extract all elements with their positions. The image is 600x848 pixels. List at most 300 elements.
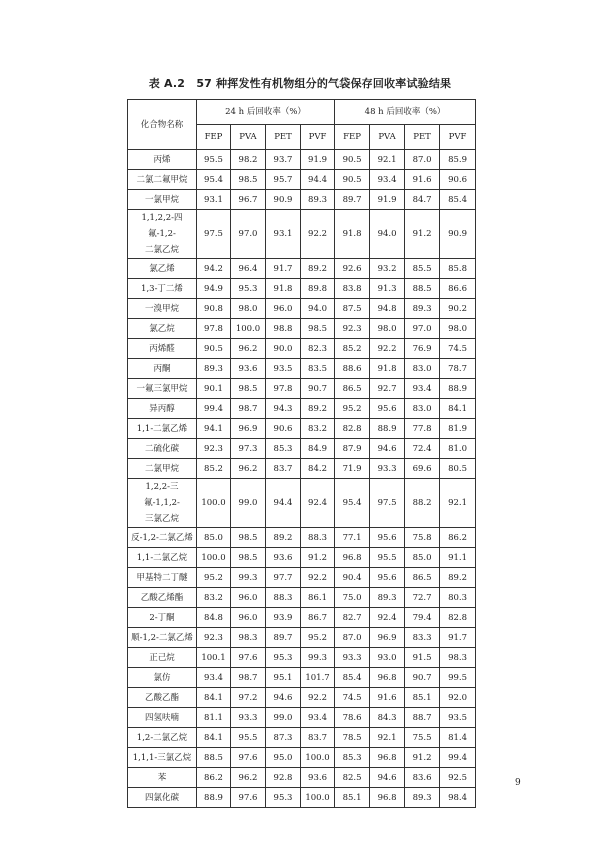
recovery-value: 95.3 <box>266 788 301 808</box>
recovery-value: 95.0 <box>266 748 301 768</box>
table-row <box>128 628 476 648</box>
compound-name <box>128 150 197 170</box>
recovery-value: 88.9 <box>370 419 405 439</box>
recovery-value: 99.3 <box>301 648 335 668</box>
recovery-value: 75.8 <box>405 528 440 548</box>
recovery-value: 98.0 <box>231 299 266 319</box>
recovery-value: 93.6 <box>301 768 335 788</box>
recovery-value: 96.2 <box>231 459 266 479</box>
recovery-value: 95.6 <box>370 399 405 419</box>
recovery-value: 93.1 <box>197 190 231 210</box>
recovery-value: 81.0 <box>440 439 476 459</box>
recovery-value: 94.4 <box>301 170 335 190</box>
recovery-value: 93.4 <box>405 379 440 399</box>
table-row <box>128 359 476 379</box>
recovery-value: 94.2 <box>197 259 231 279</box>
recovery-value: 100.1 <box>197 648 231 668</box>
recovery-value: 98.8 <box>266 319 301 339</box>
recovery-value: 98.5 <box>231 528 266 548</box>
compound-name-line: 一氯甲烷 <box>144 194 179 205</box>
recovery-value: 90.7 <box>301 379 335 399</box>
recovery-value: 86.6 <box>440 279 476 299</box>
recovery-value: 90.4 <box>335 568 370 588</box>
compound-name <box>128 359 197 379</box>
recovery-value: 88.9 <box>440 379 476 399</box>
recovery-value: 84.9 <box>301 439 335 459</box>
recovery-value: 91.8 <box>370 359 405 379</box>
recovery-value: 89.2 <box>301 259 335 279</box>
compound-name <box>128 439 197 459</box>
recovery-value: 99.5 <box>440 668 476 688</box>
compound-name <box>128 548 197 568</box>
table-row <box>128 339 476 359</box>
recovery-value: 92.8 <box>266 768 301 788</box>
compound-name-line: 二氯二氟甲烷 <box>136 174 188 185</box>
table-row <box>128 668 476 688</box>
compound-name-line: 丙烯 <box>153 154 171 165</box>
table-row <box>128 299 476 319</box>
recovery-value: 77.1 <box>335 528 370 548</box>
recovery-value: 93.1 <box>266 210 301 259</box>
recovery-value: 96.0 <box>266 299 301 319</box>
compound-name-line: 丙酮 <box>153 363 171 374</box>
compound-name-line: 1,3-丁二烯 <box>141 283 183 294</box>
compound-name <box>128 210 197 259</box>
table-row <box>128 170 476 190</box>
recovery-value: 93.4 <box>301 708 335 728</box>
recovery-value: 92.0 <box>440 688 476 708</box>
recovery-value: 88.2 <box>405 479 440 528</box>
recovery-value: 93.6 <box>266 548 301 568</box>
recovery-value: 86.5 <box>335 379 370 399</box>
table-row <box>128 419 476 439</box>
recovery-value: 92.2 <box>301 688 335 708</box>
recovery-value: 94.3 <box>266 399 301 419</box>
compound-name-line: 甲基特二丁醚 <box>136 572 188 583</box>
compound-name-line: 反-1,2-二氯乙烯 <box>131 532 193 543</box>
recovery-value: 87.9 <box>335 439 370 459</box>
recovery-value: 88.7 <box>405 708 440 728</box>
recovery-value: 88.5 <box>405 279 440 299</box>
recovery-value: 92.7 <box>370 379 405 399</box>
compound-name-line: 二硫化碳 <box>144 443 179 454</box>
recovery-value: 82.7 <box>335 608 370 628</box>
recovery-value: 93.4 <box>370 170 405 190</box>
recovery-value: 89.3 <box>405 788 440 808</box>
recovery-value: 100.0 <box>197 548 231 568</box>
recovery-value: 92.3 <box>197 628 231 648</box>
recovery-value: 90.9 <box>440 210 476 259</box>
recovery-value: 100.0 <box>301 788 335 808</box>
recovery-value: 93.0 <box>370 648 405 668</box>
compound-name-line: 1,1-二氯乙烯 <box>136 423 188 434</box>
table-row <box>128 479 476 528</box>
table-row <box>128 748 476 768</box>
recovery-value: 98.5 <box>231 379 266 399</box>
header-material: PVA <box>370 125 405 150</box>
recovery-value: 94.0 <box>301 299 335 319</box>
recovery-value: 85.3 <box>266 439 301 459</box>
compound-name <box>128 339 197 359</box>
recovery-value: 96.2 <box>231 768 266 788</box>
recovery-value: 87.0 <box>335 628 370 648</box>
recovery-value: 87.3 <box>266 728 301 748</box>
recovery-value: 100.0 <box>197 479 231 528</box>
recovery-value: 94.0 <box>370 210 405 259</box>
recovery-value: 94.8 <box>370 299 405 319</box>
recovery-value: 92.1 <box>440 479 476 528</box>
recovery-value: 80.5 <box>440 459 476 479</box>
compound-name-line: 四氯化碳 <box>144 792 179 803</box>
recovery-value: 100.0 <box>301 748 335 768</box>
header-48h: 48 h 后回收率（%） <box>335 100 476 125</box>
recovery-value: 84.1 <box>197 688 231 708</box>
compound-name <box>128 299 197 319</box>
recovery-value: 83.5 <box>301 359 335 379</box>
recovery-value: 90.5 <box>335 170 370 190</box>
recovery-value: 83.7 <box>266 459 301 479</box>
recovery-value: 84.7 <box>405 190 440 210</box>
recovery-value: 97.5 <box>197 210 231 259</box>
recovery-value: 89.3 <box>197 359 231 379</box>
table-row <box>128 379 476 399</box>
compound-name-line: 氯乙烷 <box>149 323 175 334</box>
recovery-value: 91.3 <box>370 279 405 299</box>
recovery-value: 83.2 <box>301 419 335 439</box>
recovery-value: 78.6 <box>335 708 370 728</box>
table-row <box>128 588 476 608</box>
recovery-value: 95.2 <box>197 568 231 588</box>
recovery-value: 88.5 <box>197 748 231 768</box>
recovery-value: 93.3 <box>231 708 266 728</box>
recovery-value: 85.1 <box>335 788 370 808</box>
header-material: PVA <box>231 125 266 150</box>
compound-name-line: 丙烯醛 <box>149 343 175 354</box>
recovery-value: 92.4 <box>301 479 335 528</box>
compound-name-line: 二氯乙烷 <box>144 245 179 255</box>
recovery-value: 100.0 <box>231 319 266 339</box>
recovery-value: 86.2 <box>440 528 476 548</box>
recovery-value: 72.4 <box>405 439 440 459</box>
compound-name <box>128 728 197 748</box>
recovery-value: 97.8 <box>266 379 301 399</box>
recovery-value: 98.5 <box>301 319 335 339</box>
compound-name-line: 异丙醇 <box>149 403 175 414</box>
recovery-value: 84.8 <box>197 608 231 628</box>
recovery-value: 95.7 <box>266 170 301 190</box>
recovery-value: 83.7 <box>301 728 335 748</box>
recovery-value: 75.5 <box>405 728 440 748</box>
recovery-value: 90.6 <box>266 419 301 439</box>
recovery-value: 78.5 <box>335 728 370 748</box>
recovery-value: 89.3 <box>301 190 335 210</box>
compound-name <box>128 568 197 588</box>
compound-name-line: 1,2-二氯乙烷 <box>136 732 188 743</box>
recovery-value: 89.3 <box>370 588 405 608</box>
recovery-value: 82.5 <box>335 768 370 788</box>
compound-name-line: 2-丁酮 <box>149 612 175 623</box>
recovery-value: 90.9 <box>266 190 301 210</box>
recovery-value: 92.6 <box>335 259 370 279</box>
recovery-value: 99.0 <box>266 708 301 728</box>
recovery-value: 98.0 <box>370 319 405 339</box>
compound-name <box>128 628 197 648</box>
compound-name <box>128 588 197 608</box>
recovery-value: 95.1 <box>266 668 301 688</box>
recovery-value: 96.0 <box>231 588 266 608</box>
table-row <box>128 648 476 668</box>
recovery-value: 95.2 <box>301 628 335 648</box>
recovery-value: 97.6 <box>231 748 266 768</box>
compound-name-line: 苯 <box>157 772 167 783</box>
recovery-value: 93.5 <box>440 708 476 728</box>
recovery-value: 96.2 <box>231 339 266 359</box>
recovery-value: 91.6 <box>405 170 440 190</box>
compound-name <box>128 748 197 768</box>
recovery-value: 74.5 <box>335 688 370 708</box>
recovery-value: 88.3 <box>301 528 335 548</box>
recovery-value: 76.9 <box>405 339 440 359</box>
compound-name-line: 1,2,2-三氟-1,1,2- <box>144 482 180 508</box>
compound-name-line: 顺-1,2-二氯乙烯 <box>131 632 193 643</box>
recovery-value: 97.3 <box>231 439 266 459</box>
recovery-value: 91.8 <box>335 210 370 259</box>
compound-name <box>128 768 197 788</box>
header-24h: 24 h 后回收率（%） <box>197 100 335 125</box>
recovery-value: 85.4 <box>335 668 370 688</box>
table-row <box>128 150 476 170</box>
table-row <box>128 279 476 299</box>
recovery-value: 96.9 <box>231 419 266 439</box>
compound-name-line: 二氯甲烷 <box>144 463 179 474</box>
recovery-value: 88.9 <box>197 788 231 808</box>
recovery-value: 93.4 <box>197 668 231 688</box>
recovery-value: 86.5 <box>405 568 440 588</box>
compound-name-line: 乙酸乙烯酯 <box>140 592 184 603</box>
recovery-value: 89.8 <box>301 279 335 299</box>
recovery-value: 95.5 <box>231 728 266 748</box>
table-row <box>128 528 476 548</box>
compound-name <box>128 399 197 419</box>
compound-name <box>128 379 197 399</box>
recovery-value: 84.2 <box>301 459 335 479</box>
compound-name-line: 1,1,1-三氯乙烷 <box>132 752 192 763</box>
recovery-value: 95.5 <box>370 548 405 568</box>
recovery-value: 80.3 <box>440 588 476 608</box>
recovery-value: 92.1 <box>370 150 405 170</box>
recovery-value: 72.7 <box>405 588 440 608</box>
recovery-value: 97.5 <box>370 479 405 528</box>
recovery-value: 93.7 <box>266 150 301 170</box>
table-row <box>128 608 476 628</box>
recovery-value: 97.6 <box>231 648 266 668</box>
recovery-value: 96.7 <box>231 190 266 210</box>
recovery-value: 95.5 <box>197 150 231 170</box>
recovery-value: 91.7 <box>440 628 476 648</box>
recovery-value: 92.4 <box>370 608 405 628</box>
recovery-value: 97.0 <box>405 319 440 339</box>
recovery-value: 95.4 <box>197 170 231 190</box>
compound-name <box>128 668 197 688</box>
recovery-value: 92.2 <box>370 339 405 359</box>
recovery-value: 90.2 <box>440 299 476 319</box>
compound-name-line: 氯乙烯 <box>149 263 175 274</box>
header-material: PVF <box>301 125 335 150</box>
recovery-value: 92.5 <box>440 768 476 788</box>
recovery-value: 83.2 <box>197 588 231 608</box>
recovery-value: 96.0 <box>231 608 266 628</box>
recovery-value: 84.1 <box>440 399 476 419</box>
recovery-value: 99.0 <box>231 479 266 528</box>
recovery-value: 97.8 <box>197 319 231 339</box>
table-row <box>128 210 476 259</box>
recovery-value: 96.4 <box>231 259 266 279</box>
recovery-value: 94.1 <box>197 419 231 439</box>
recovery-value: 91.7 <box>266 259 301 279</box>
compound-name <box>128 648 197 668</box>
recovery-value: 93.5 <box>266 359 301 379</box>
recovery-value: 98.7 <box>231 399 266 419</box>
recovery-value: 98.7 <box>231 668 266 688</box>
compound-name <box>128 688 197 708</box>
compound-name-line: 四氢呋喃 <box>144 712 179 723</box>
compound-name <box>128 459 197 479</box>
recovery-value: 82.8 <box>335 419 370 439</box>
recovery-value: 71.9 <box>335 459 370 479</box>
recovery-value: 94.6 <box>266 688 301 708</box>
recovery-value: 95.4 <box>335 479 370 528</box>
recovery-value: 81.9 <box>440 419 476 439</box>
compound-name <box>128 279 197 299</box>
recovery-value: 89.2 <box>266 528 301 548</box>
recovery-value: 92.2 <box>301 210 335 259</box>
compound-name <box>128 190 197 210</box>
recovery-value: 99.4 <box>440 748 476 768</box>
recovery-value: 97.0 <box>231 210 266 259</box>
header-material: PET <box>266 125 301 150</box>
compound-name <box>128 479 197 528</box>
header-material: PVF <box>440 125 476 150</box>
recovery-value: 82.8 <box>440 608 476 628</box>
recovery-value: 79.4 <box>405 608 440 628</box>
recovery-value: 93.9 <box>266 608 301 628</box>
recovery-value: 85.0 <box>197 528 231 548</box>
recovery-value: 89.7 <box>266 628 301 648</box>
recovery-value: 85.5 <box>405 259 440 279</box>
recovery-value: 99.4 <box>197 399 231 419</box>
table-row <box>128 548 476 568</box>
recovery-value: 98.3 <box>231 628 266 648</box>
recovery-value: 86.2 <box>197 768 231 788</box>
recovery-value: 91.9 <box>301 150 335 170</box>
recovery-value: 94.4 <box>266 479 301 528</box>
recovery-value: 90.5 <box>197 339 231 359</box>
recovery-value: 88.6 <box>335 359 370 379</box>
recovery-value: 96.8 <box>370 788 405 808</box>
recovery-value: 93.3 <box>335 648 370 668</box>
recovery-value: 83.0 <box>405 399 440 419</box>
table-row <box>128 708 476 728</box>
recovery-value: 91.9 <box>370 190 405 210</box>
recovery-value: 95.6 <box>370 528 405 548</box>
table-row <box>128 459 476 479</box>
recovery-value: 83.3 <box>405 628 440 648</box>
recovery-value: 92.2 <box>301 568 335 588</box>
table-title: 表 A.2 57 种挥发性有机物组分的气袋保存回收率试验结果 <box>148 77 452 90</box>
recovery-value: 94.6 <box>370 768 405 788</box>
recovery-value: 83.0 <box>405 359 440 379</box>
table-row <box>128 788 476 808</box>
recovery-value: 91.2 <box>405 748 440 768</box>
header-compound: 化合物名称 <box>128 100 197 150</box>
recovery-value: 92.1 <box>370 728 405 748</box>
recovery-value: 84.1 <box>197 728 231 748</box>
compound-name-line: 一溴甲烷 <box>144 303 179 314</box>
recovery-value: 85.2 <box>197 459 231 479</box>
header-material: FEP <box>335 125 370 150</box>
compound-name-line: 氯仿 <box>153 672 171 683</box>
recovery-value: 93.2 <box>370 259 405 279</box>
compound-name-line: 1,1,2,2-四氟-1,2- <box>141 213 183 239</box>
recovery-value: 81.4 <box>440 728 476 748</box>
recovery-value: 89.2 <box>440 568 476 588</box>
recovery-value: 91.2 <box>301 548 335 568</box>
table-row <box>128 728 476 748</box>
compound-name <box>128 708 197 728</box>
recovery-value: 85.9 <box>440 150 476 170</box>
recovery-value: 85.3 <box>335 748 370 768</box>
table-row <box>128 399 476 419</box>
recovery-value: 93.6 <box>231 359 266 379</box>
recovery-value: 96.8 <box>335 548 370 568</box>
compound-name-line: 三氯乙烷 <box>144 514 179 524</box>
recovery-value: 99.3 <box>231 568 266 588</box>
recovery-value: 75.0 <box>335 588 370 608</box>
recovery-value: 85.8 <box>440 259 476 279</box>
compound-name <box>128 788 197 808</box>
recovery-value: 91.8 <box>266 279 301 299</box>
recovery-value: 95.3 <box>266 648 301 668</box>
recovery-value: 82.3 <box>301 339 335 359</box>
compound-name <box>128 419 197 439</box>
page-number: 9 <box>515 778 521 788</box>
recovery-value: 97.7 <box>266 568 301 588</box>
recovery-value: 98.3 <box>440 648 476 668</box>
compound-name-line: 1,1-二氯乙烷 <box>136 552 188 563</box>
recovery-value: 96.8 <box>370 668 405 688</box>
recovery-value: 91.5 <box>405 648 440 668</box>
recovery-value: 90.6 <box>440 170 476 190</box>
compound-name-line: 一氟三氯甲烷 <box>136 383 188 394</box>
recovery-value: 85.1 <box>405 688 440 708</box>
recovery-value: 90.1 <box>197 379 231 399</box>
recovery-value: 89.2 <box>301 399 335 419</box>
table-row <box>128 190 476 210</box>
recovery-value: 96.9 <box>370 628 405 648</box>
recovery-value: 98.4 <box>440 788 476 808</box>
recovery-value: 86.1 <box>301 588 335 608</box>
recovery-value: 101.7 <box>301 668 335 688</box>
recovery-value: 89.7 <box>335 190 370 210</box>
recovery-value: 81.1 <box>197 708 231 728</box>
recovery-value: 90.5 <box>335 150 370 170</box>
recovery-value: 85.0 <box>405 548 440 568</box>
recovery-value: 87.0 <box>405 150 440 170</box>
table-row <box>128 768 476 788</box>
recovery-value: 98.2 <box>231 150 266 170</box>
header-material: PET <box>405 125 440 150</box>
recovery-value: 77.8 <box>405 419 440 439</box>
